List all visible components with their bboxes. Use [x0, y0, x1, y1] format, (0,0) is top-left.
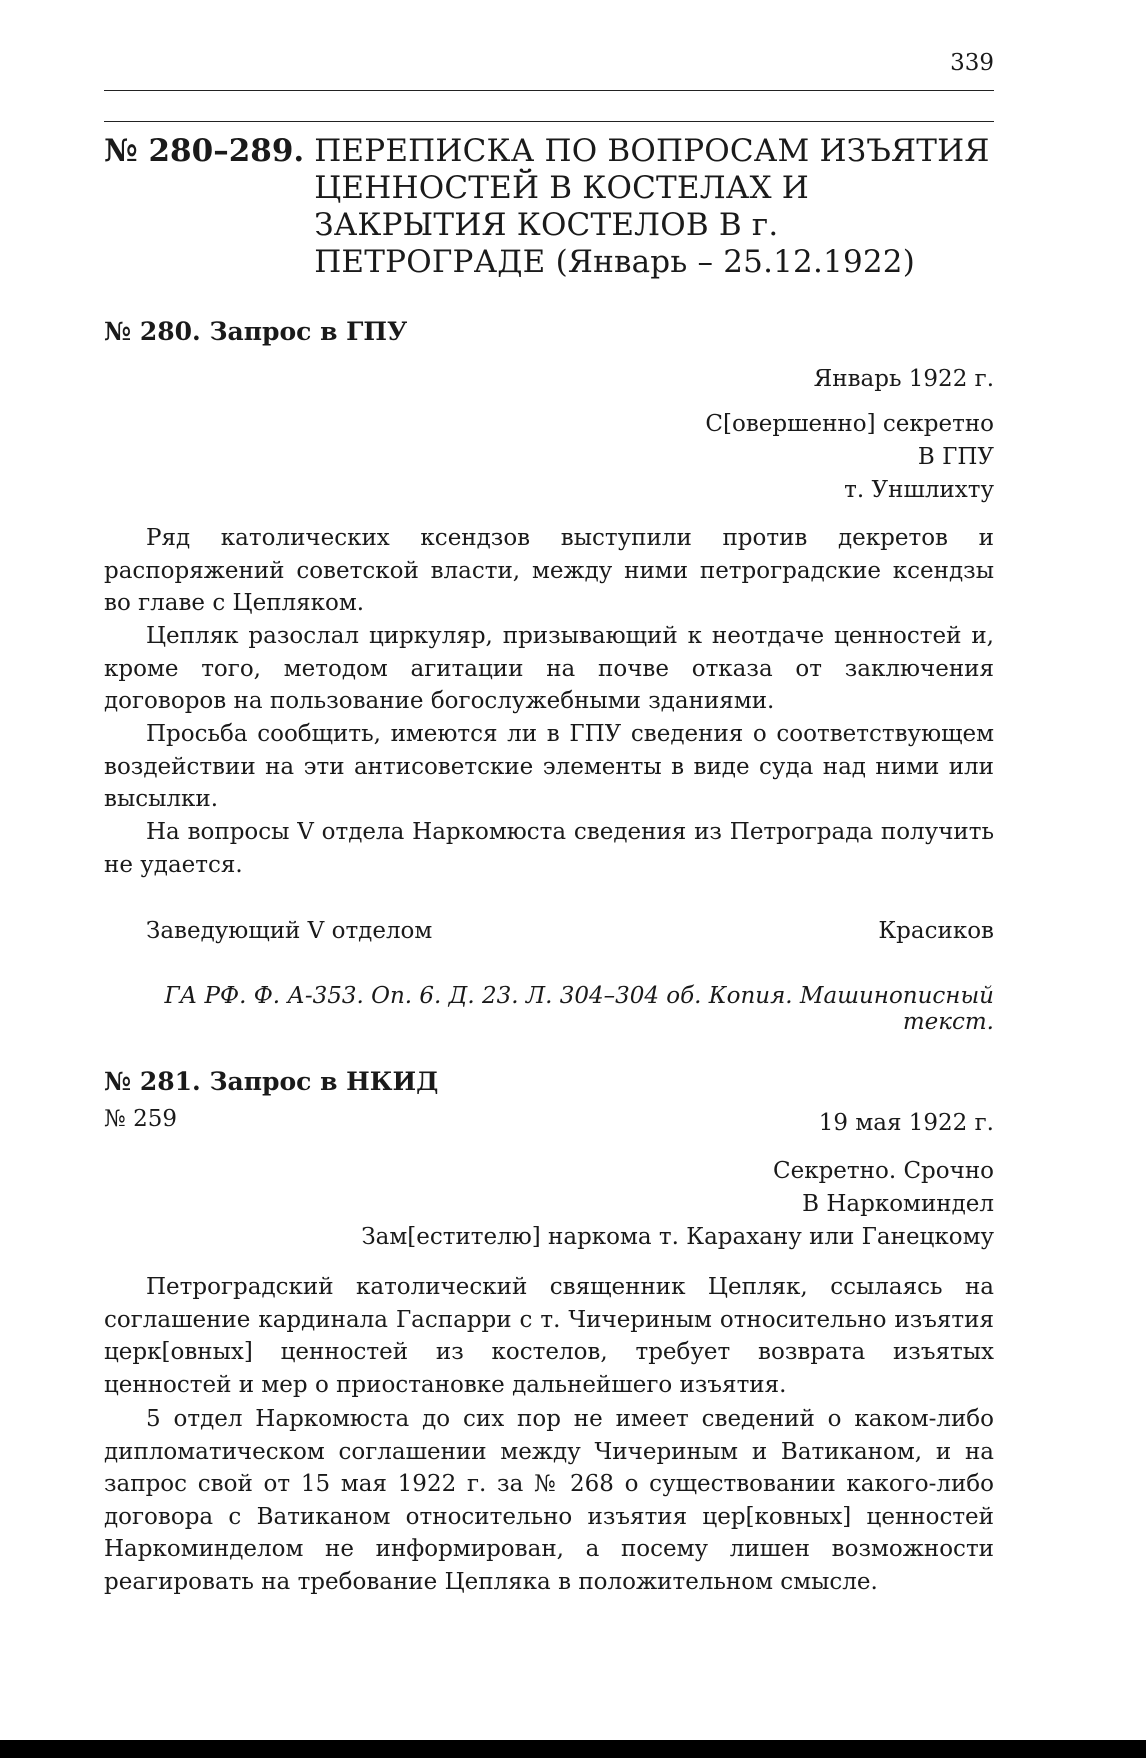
doc-280-signature	[146, 918, 994, 944]
doc-280-paragraph: Просьба сообщить, имеются ли в ГПУ сведения о соответствующем воздействии на эти антисоветские элементы в виде суда над ними или высылки.	[104, 721, 994, 812]
address-line: Секретно. Срочно	[773, 1158, 994, 1184]
section-heading	[104, 133, 994, 281]
doc-280-address	[705, 408, 994, 507]
doc-280-paragraph: Цепляк разослал циркуляр, призывающий к неотдаче ценностей и, кроме того, методом агитации на почве отказа от заключения договоров на пользование богослужебными зданиями.	[104, 623, 994, 714]
section-title: ПЕРЕПИСКА ПО ВОПРОСАМ ИЗЪЯТИЯ ЦЕННОСТЕЙ В КОСТЕЛАХ И ЗАКРЫТИЯ КОСТЕЛОВ В г. ПЕТРОГРАДЕ (Январь – 25.12.1922)	[314, 133, 990, 280]
address-line: С[овершенно] секретно	[705, 411, 994, 437]
doc-280-heading: № 280. Запрос в ГПУ	[104, 317, 408, 346]
document-page	[104, 0, 1004, 1758]
header-rule-top	[104, 90, 994, 91]
section-number: № 280–289.	[104, 133, 305, 169]
doc-280-source: ГА РФ. Ф. А-353. Оп. 6. Д. 23. Л. 304–304 об. Копия. Машинописный текст.	[164, 983, 994, 1035]
header-rule-bottom	[104, 121, 994, 122]
address-line: В Наркоминдел	[802, 1191, 994, 1217]
address-line: Зам[естителю] наркома т. Карахану или Ганецкому	[361, 1224, 994, 1250]
address-line: т. Уншлихту	[844, 477, 994, 503]
doc-281-heading: № 281. Запрос в НКИД	[104, 1067, 439, 1096]
doc-281-paragraph: 5 отдел Наркомюста до сих пор не имеет сведений о каком-либо дипломатическом соглашении между Чичериным и Ватиканом, и на запрос свой от 15 мая 1922 г. за № 268 о существовании какого-либо договора с Ватиканом относительно изъятия цер[ковных] ценностей Наркоминделом не информирован, а посему лишен возможности реагировать на требование Цепляка в положительном смысле.	[104, 1406, 994, 1595]
page-number: 339	[950, 50, 994, 76]
doc-281-address	[361, 1155, 994, 1254]
doc-281-date: 19 мая 1922 г.	[818, 1110, 994, 1136]
signatory-name: Красиков	[878, 918, 994, 944]
address-line: В ГПУ	[917, 444, 994, 470]
doc-280-paragraph: На вопросы V отдела Наркомюста сведения из Петрограда получить не удается.	[104, 819, 994, 878]
signatory-position: Заведующий V отделом	[146, 918, 433, 944]
scan-bottom-edge	[0, 1740, 1146, 1758]
doc-280-paragraph: Ряд католических ксендзов выступили против декретов и распоряжений советской власти, между ними петроградские ксендзы во главе с Цепляком.	[104, 525, 994, 616]
doc-281-paragraph: Петроградский католический священник Цепляк, ссылаясь на соглашение кардинала Гаспарри с т. Чичериным относительно изъятия церк[овных] ценностей из костелов, требует возврата изъятых ценностей и мер о приостановке дальнейшего изъятия.	[104, 1274, 994, 1398]
doc-280-date: Январь 1922 г.	[813, 366, 994, 392]
doc-281-number: № 259	[104, 1106, 177, 1132]
